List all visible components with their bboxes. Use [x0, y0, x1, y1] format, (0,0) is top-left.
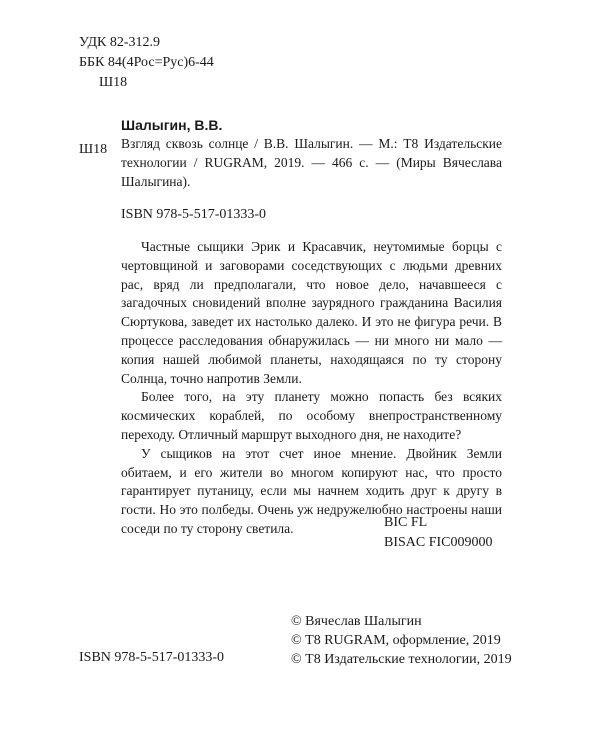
annotation-paragraph: Более того, на эту планету можно попасть без всяких космических кораблей, по особому внепространственному переходу. Отличный маршрут выходного дня, не находите?	[121, 389, 502, 442]
isbn-bottom: ISBN 978-5-517-01333-0	[79, 650, 225, 665]
author-mark: Ш18	[99, 75, 128, 90]
author-mark-side: Ш18	[79, 142, 108, 157]
bbk-code: ББК 84(4Рос=Рус)6-44	[79, 55, 214, 70]
copyright-block	[291, 612, 512, 669]
annotation	[121, 238, 502, 539]
subject-codes	[384, 513, 493, 553]
copyright-line: © Т8 RUGRAM, оформление, 2019	[291, 633, 501, 648]
bisac-code: BISAC FIC009000	[384, 535, 493, 550]
udk-code: УДК 82-312.9	[79, 35, 161, 50]
bic-code: BIC FL	[384, 515, 428, 530]
classification-block	[79, 33, 214, 93]
bibliographic-description: Взгляд сквозь солнце / В.В. Шалыгин. — М.: Т8 Издательские технологии / RUGRAM, 2019. — 466 с. — (Миры Вячеслава Шалыгина).	[121, 136, 502, 189]
author-heading: Шалыгин, В.В.	[121, 117, 223, 133]
annotation-paragraph: У сыщиков на этот счет иное мнение. Двойник Земли обитаем, и его жители во многом копируют нас, что просто гарантирует путаницу, если мы начнем ходить друг к другу в гости. Но это полбеды. Очень уж недружелюбно настроены наши соседи по ту сторону светила.	[121, 445, 502, 536]
annotation-paragraph: Частные сыщики Эрик и Красавчик, неутомимые борцы с чертовщиной и заговорами соседствующих с людьми древних рас, вряд ли предполагали, что новое дело, начавшееся с загадочных сновидений вполне заурядного гражданина Василия Сюртукова, заведет их настолько далеко. И это не фигура речи. В процессе расследования обнаружилась — ни много ни мало — копия нашей любимой планеты, находящаяся по ту сторону Солнца, точно напротив Земли.	[121, 239, 502, 386]
isbn-top: ISBN 978-5-517-01333-0	[121, 207, 267, 222]
copyright-line: © Вячеслав Шалыгин	[291, 614, 422, 629]
copyright-line: © Т8 Издательские технологии, 2019	[291, 652, 512, 667]
